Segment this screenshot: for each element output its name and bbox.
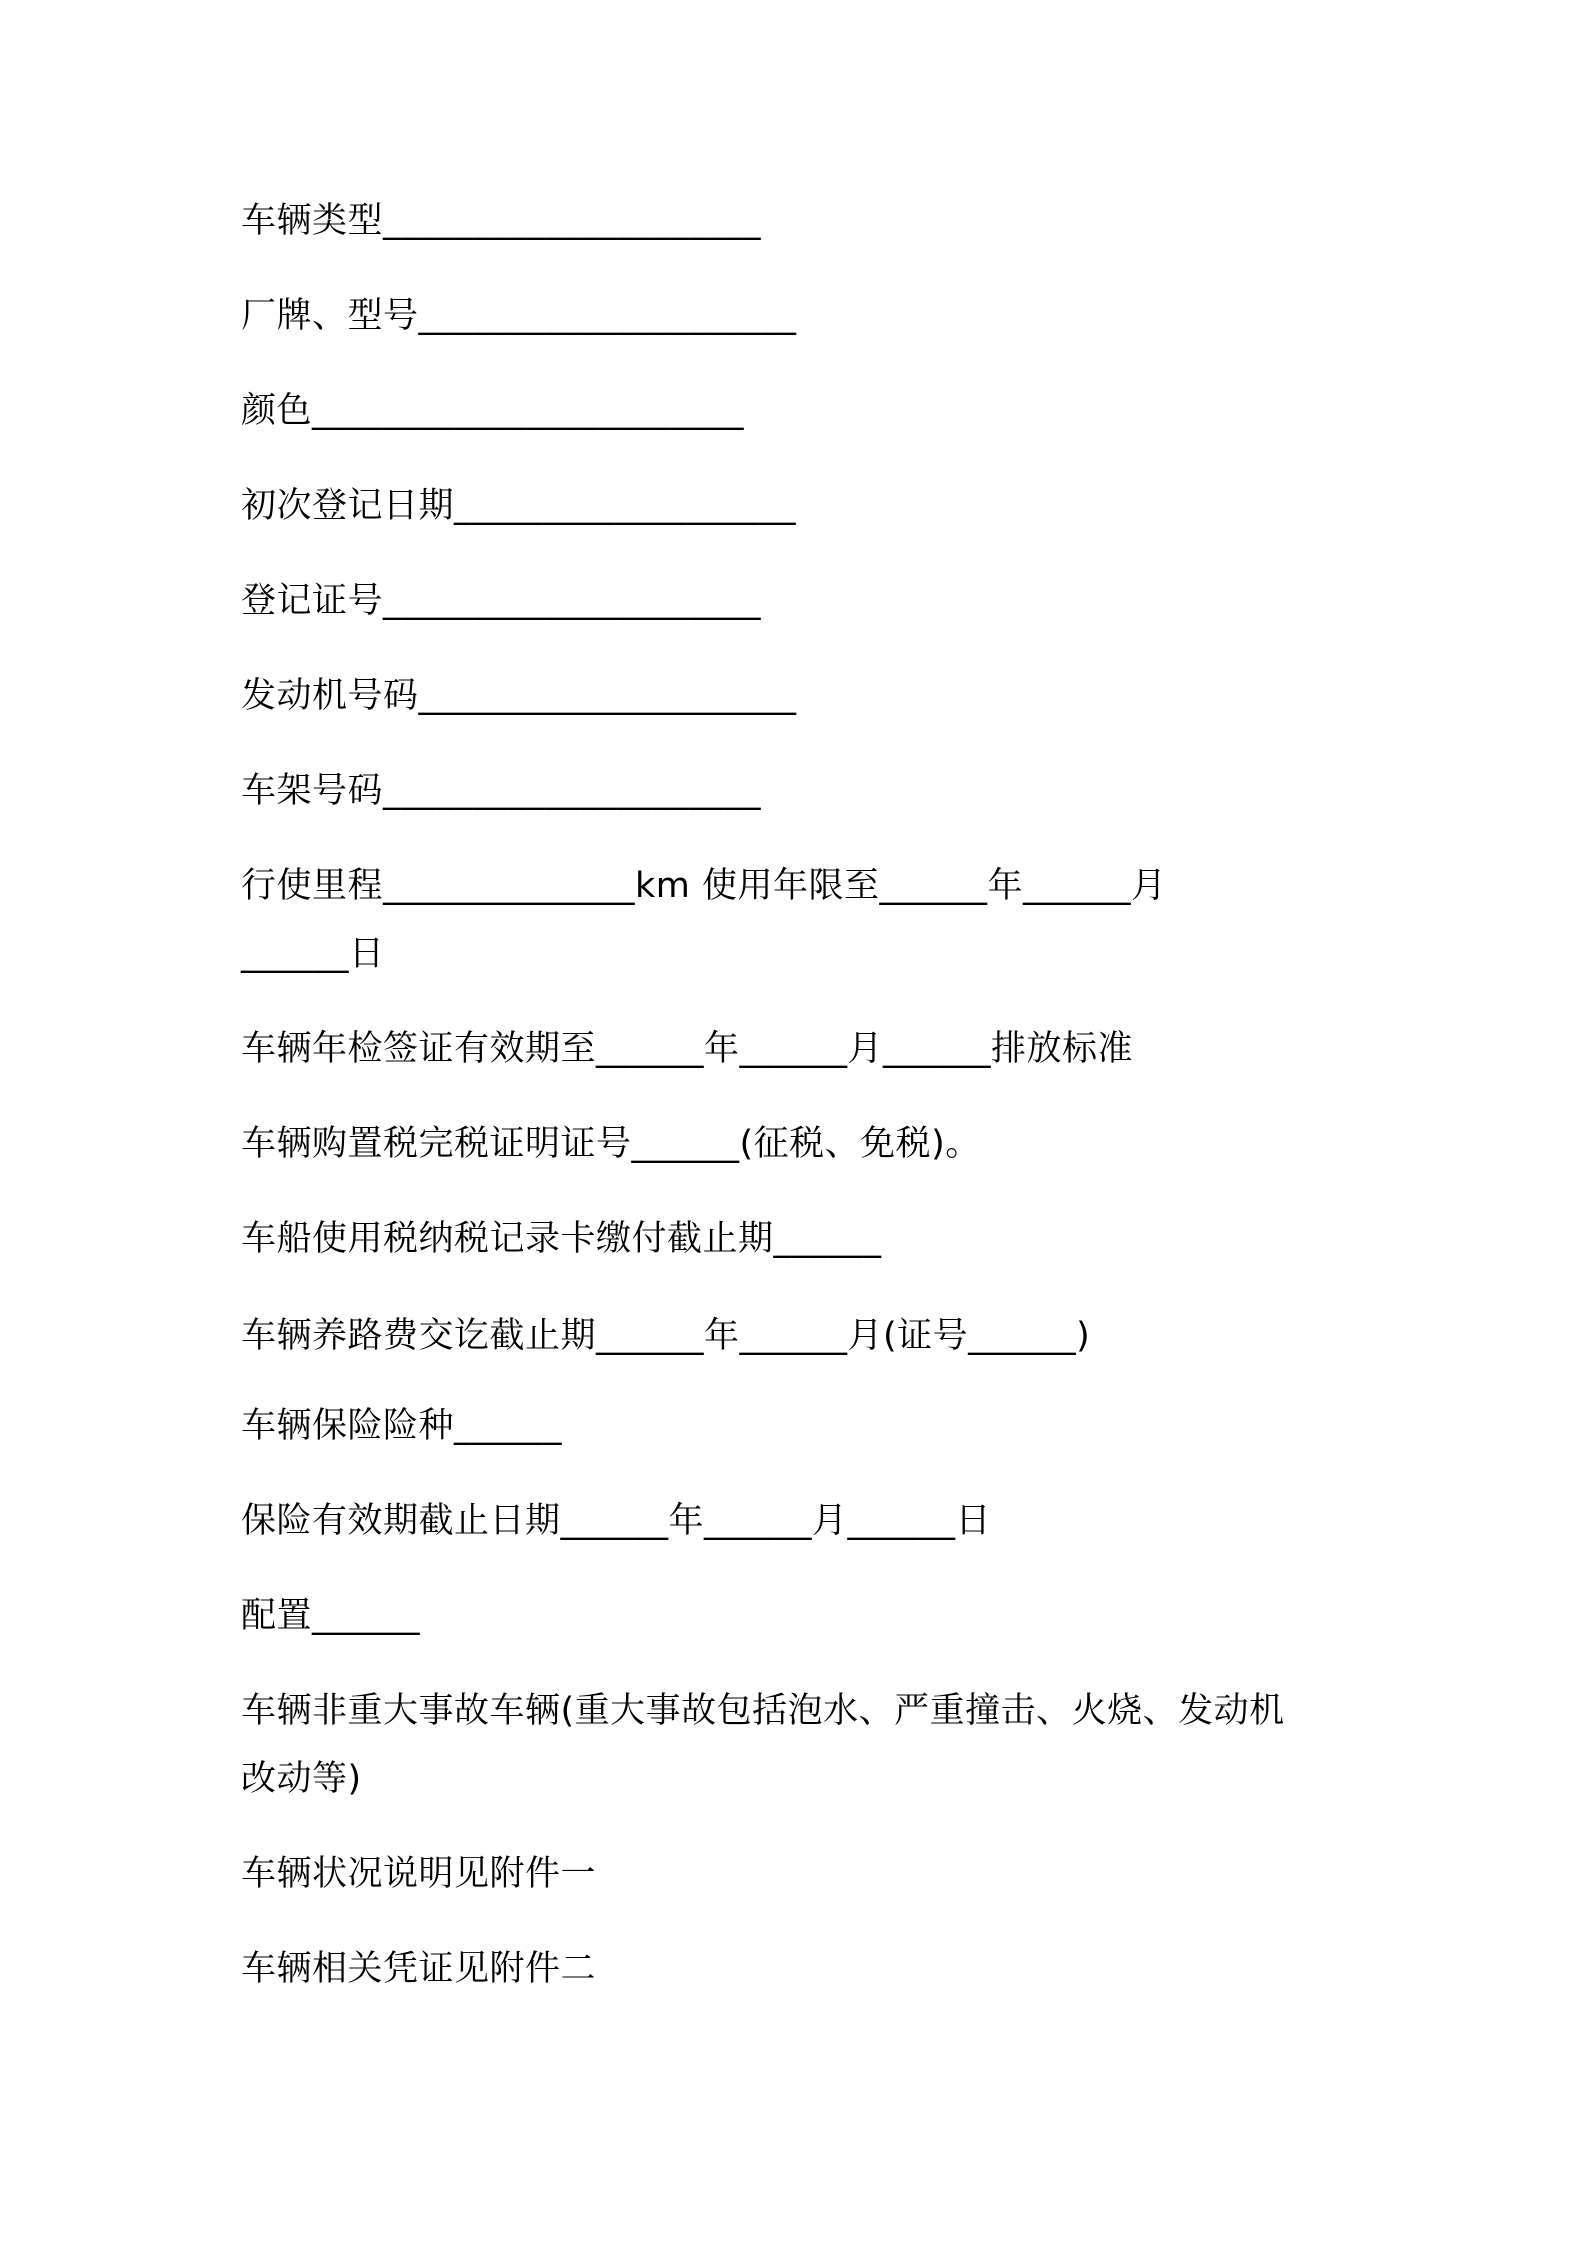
field-insurance-expiry: 保险有效期截止日期______年______月______日	[241, 1501, 992, 1541]
field-frame-number: 车架号码_____________________	[241, 771, 762, 811]
field-configuration: 配置______	[241, 1596, 421, 1636]
field-mileage-usage-period: 行使里程______________km 使用年限至______年______月	[241, 866, 1167, 906]
field-vehicle-type: 车辆类型_____________________	[241, 201, 762, 241]
field-insurance-type: 车辆保险险种______	[241, 1406, 563, 1446]
field-first-registration-date: 初次登记日期___________________	[241, 486, 797, 526]
statement-no-major-accident: 车辆非重大事故车辆(重大事故包括泡水、严重撞击、火烧、发动机	[241, 1691, 1285, 1731]
field-mileage-usage-period-cont: ______日	[241, 934, 385, 974]
field-annual-inspection: 车辆年检签证有效期至______年______月______排放标准	[241, 1029, 1134, 1069]
field-purchase-tax-certificate: 车辆购置税完税证明证号______(征税、免税)。	[241, 1124, 981, 1164]
statement-attachment-two: 车辆相关凭证见附件二	[241, 1949, 597, 1989]
field-registration-certificate-no: 登记证号_____________________	[241, 581, 762, 621]
field-brand-model: 厂牌、型号_____________________	[241, 296, 797, 336]
statement-no-major-accident-cont: 改动等)	[241, 1759, 362, 1799]
statement-attachment-one: 车辆状况说明见附件一	[241, 1854, 597, 1894]
field-color: 颜色________________________	[241, 391, 745, 431]
field-engine-number: 发动机号码_____________________	[241, 676, 797, 716]
field-vessel-tax-deadline: 车船使用税纳税记录卡缴付截止期______	[241, 1219, 882, 1259]
field-road-fee-deadline: 车辆养路费交讫截止期______年______月(证号______)	[241, 1316, 1091, 1356]
